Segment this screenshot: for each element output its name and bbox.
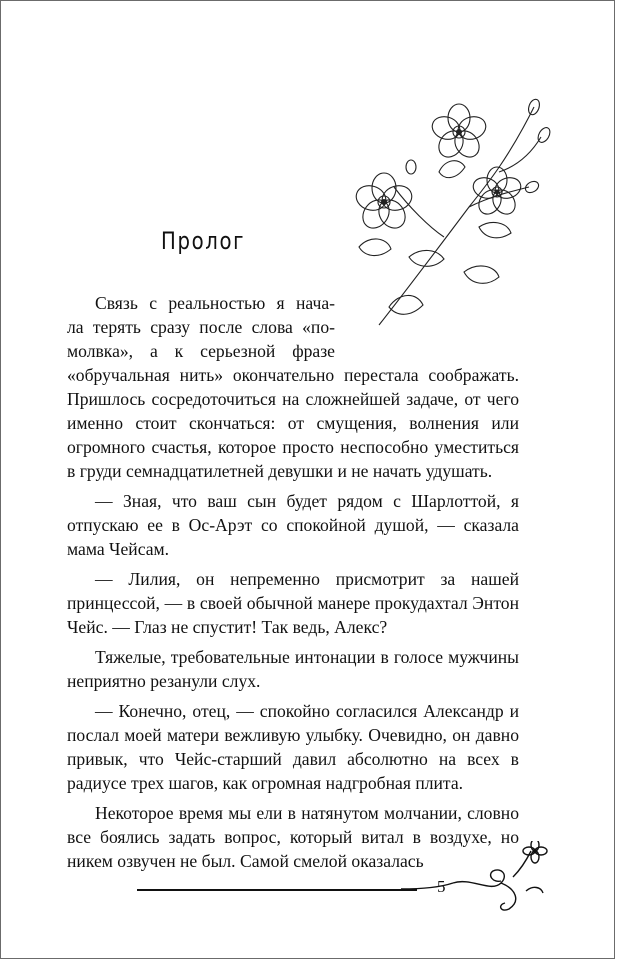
wrapped-line-2: ла терять сразу после слова «по- [67,317,335,337]
paragraph-4: Тяжелые, требовательные интонации в голосе мужчины неприятно резанули слух. [67,647,519,691]
wrapped-line-1: Связь с реальностью я нача- [95,293,335,313]
flower-flourish-icon [401,841,561,921]
footer-rule [137,889,417,891]
wrapped-line-3: молвка», а к серьезной фразе [67,341,335,361]
page-number: 5 [437,877,446,896]
paragraph-1-rest: «обручальная нить» окончательно перестала соображать. Пришлось сосредоточиться на сложнейшей задаче, от чего именно стоит скончаться: от смущения, волнения или огромного счастья, которое просто неспособно уместиться в груди семнадцатилетней девушки и не начать удушать. [67,365,519,481]
chapter-title: Пролог [161,227,246,255]
paragraph-6: Некоторое время мы ели в натянутом молчании, словно все боялись задать вопрос, который витал в воздухе, но никем озвучен не был. Самой смелой оказалась [67,803,519,871]
paragraph-2: — Зная, что ваш сын будет рядом с Шарлоттой, я отпускаю ее в Ос-Арэт со спокойной душой, — сказала мама Чейсам. [67,491,519,559]
paragraph-5: — Конечно, отец, — спокойно согласился Александр и послал моей матери вежливую улыбку. Очевидно, он давно привык, что Чейс-старший давил абсолютно на всех в радиусе трех шагов, как огромная надгробная плита. [67,701,519,793]
paragraph-1 [67,291,519,483]
body-text [67,291,519,873]
paragraph-3: — Лилия, он непременно присмотрит за нашей принцессой, — в своей обычной манере прокудахтал Энтон Чейс. — Глаз не спустит! Так ведь, Алекс? [67,569,519,637]
